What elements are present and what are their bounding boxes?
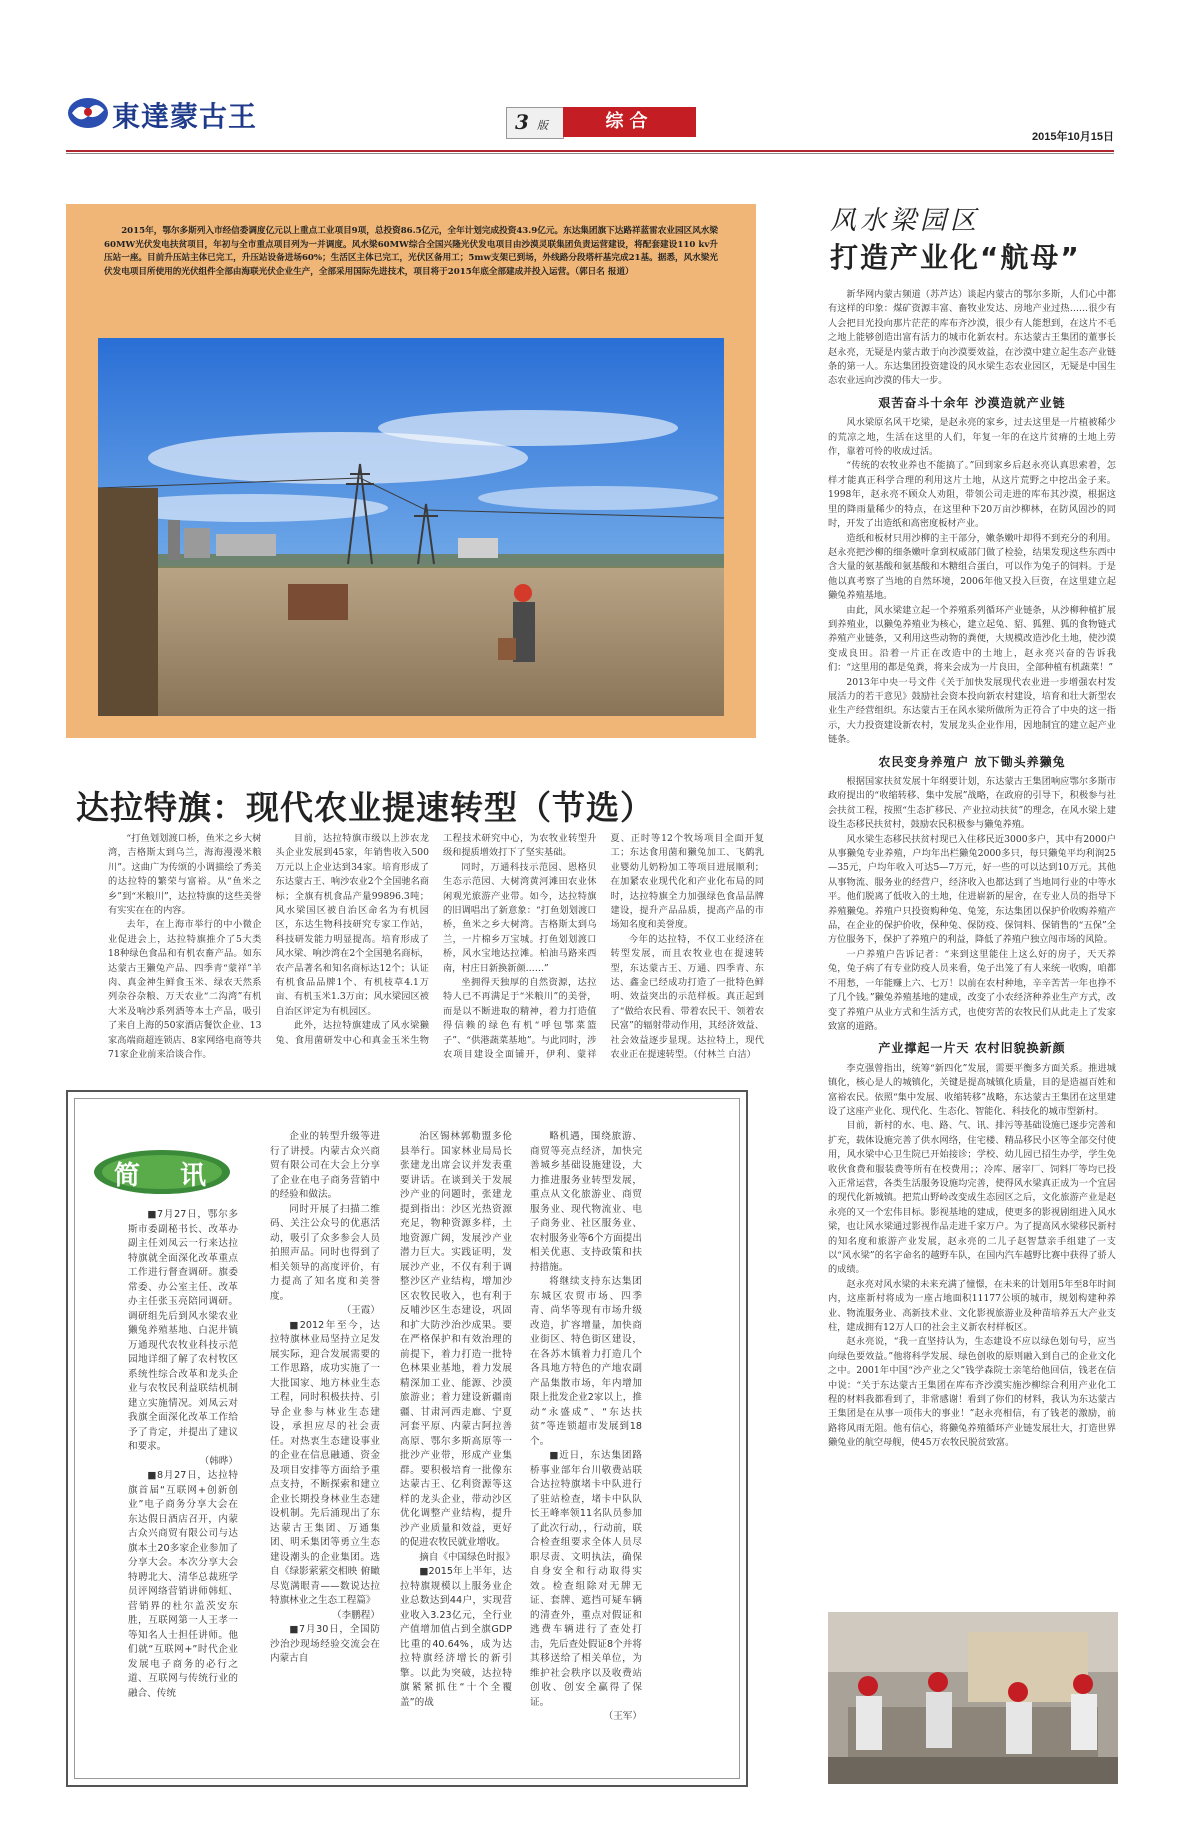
header-rule-thin: [66, 153, 1114, 154]
news-source: （韩晔）: [199, 1455, 238, 1467]
factory-photo: [828, 1612, 1118, 1784]
dala-paragraph: 去年，在上海市举行的中小微企业促进会上，达拉特旗推介了5大类18种绿色食品和有机农畜产品。如东达蒙古王獭兔产品、四季青“蒙祥”羊肉、真金神生鲜食玉米、绿农天然系列杂谷杂粮、万天农业“二沟湾”有机大米及响沙系列酒等本土产品，吸引了来自上海的50家酒店餐饮企业、13家高端商超连锁店、8家网络电商等共71家企业前来洽谈合作。: [108, 919, 262, 1061]
masthead-title: 東達蒙古王: [112, 100, 258, 133]
news-item: ■2012年至今，达拉特旗林业局坚持立足发展实际，迎合发展需要的工作思路，成功实施了一大批国家、地方林业生态工程，同时积极扶持、引导企业参与林业生态建设，承担应尽的社会责任。对热衷生态建设事业的企业在信息融通、资金及项目安排等方面给予重点支持，不断探索和建立企业长期投身林业生态建设机制。先后涌现出了东达蒙古王集团、万通集团、明禾集团等勇立生态建设潮头的企业集团。选自《绿影萦萦交相映 俯瞰尽览满眼青——数说达拉特旗林业之生态工程篇》: [270, 1319, 380, 1606]
edition-suffix: 版: [537, 119, 548, 132]
news-source: （李鹏程）: [332, 1609, 380, 1621]
right-paragraph: 由此，风水梁建立起一个养殖系列循环产业链条，从沙柳种植扩展到养殖业，以獭兔养殖业为核心，建立起兔、貂、狐狸、狐的食物链式养殖产业链条，又利用这些动物的粪便，大规模改造沙化土地，使沙漠变成良田。沿着一片正在改造中的土地上，赵永亮兴奋的告诉我们：“这里用的都是兔粪，将来会成为一片良田，全部种植有机蔬菜！”: [828, 604, 1116, 674]
subhead: 产业撑起一片天 农村旧貌换新颜: [878, 1041, 1066, 1056]
dala-paragraph: 坐拥得天独厚的自然资源，达拉特人已不再满足于“米粮川”的美誉，而是以不断进取的精神，着力打造值得信赖的绿色有机“呼包鄂菜篮子”、“供港蔬菜基地”。与此同时，涉农项目建设全面铺开，伊利、蒙祥夏、正时等12个牧场项目全面开复工；东达食用菌和獭兔加工、飞鹤乳业婴幼儿奶粉加工等项目进展顺利；在加紧农业现代化和产业化布局的同时，达拉特旗全力加强绿色食品品牌建设，提升产品品质，提高产品的市场知名度和美誉度。: [443, 833, 764, 1061]
issue-date: 2015年10月15日: [1032, 131, 1114, 143]
news-column: [400, 1130, 516, 1710]
right-paragraph: 赵永亮说，“我一直坚持认为，生态建设不应以绿色划句号，应当向绿色要效益。”他将科学发展、绿色创收的原则融入到自己的企业文化之中。2001年中国“沙产业之父”钱学森院士亲笔给他回信，钱老在信中说：“关于东达蒙古王集团在库布齐沙漠实施沙柳综合利用产业化工程的材料我都看到了，非常感谢！看到了你们的材料，我认为东达蒙古王集团是在从事一项伟大的事业！”赵永亮相信，有了钱老的激励，前路将风雨无阻。他有信心，将獭兔养殖循环产业链发展壮大，打造世界獭兔业的航空母舰，使45万农牧民脱贫致富。: [828, 1336, 1116, 1449]
news-item: ■8月27日，达拉特旗首届“互联网+创新创业”电子商务分享大会在东达假日酒店召开，内蒙古众兴商贸有限公司与达旗本土20多家企业参加了分享大会。本次分享大会特聘北大、清华总裁班学员评网络营销讲师韩虹、营销界的杜尔盖茨安东胜，互联网第一人王孝一等知名人士担任讲师。他们就“互联网+”时代企业发展电子商务的必行之道、互联网与传统行业的融合、传统: [128, 1470, 238, 1699]
right-paragraph: 李克强曾指出，统筹“新四化”发展，需要平衡多方面关系。推进城镇化，核心是人的城镇化，关键是提高城镇化质量，目的是造福百姓和富裕农民。依照“集中发展、收缩转移”战略，东达蒙古王集团在这里建设了这座产业化、现代化、生态化、智能化、科技化的城市型新村。: [828, 1062, 1116, 1117]
dala-headline: 达拉特旗：现代农业提速转型（节选）: [76, 788, 654, 827]
news-item: ■7月27日，鄂尔多斯市委副秘书长、改革办副主任刘凤云一行来达拉特旗就全面深化改革重点工作进行督查调研。旗委常委、办公室主任、改革办主任张玉亮陪同调研。调研组先后到风水梁农业獭兔养殖基地、白泥井镇万通现代农牧业科技示范园地详细了解了农村牧区系统性综合改革和龙头企业与农牧民利益联结机制建立实施情况。刘凤云对我旗全面深化改革工作给予了肯定，并提出了建议和要求。: [128, 1209, 238, 1452]
edition-badge: [506, 107, 564, 139]
news-item: 略机遇，围绕旅游、商贸等亮点经济，加快完善城乡基础设施建设，大力推进服务业转型发展，重点从文化旅游业、商贸服务业、现代物流业、电子商务业、社区服务业、农村服务业等6个方面提出相关优惠、支持政策和扶持措施。: [530, 1131, 642, 1273]
right-paragraph: 目前，新村的水、电、路、气、讯、排污等基础设施已逐步完善和扩充，载体设施完善了供水网络，住宅楼、精品移民小区等全部交付使用，风水梁中心卫生院已开始接诊；学校、幼儿园已招生办学，学生免收伙食费和服装费等所有在校费用；；冷库、屠宰厂、饲料厂等均已投入正常运营，各类生活服务设施均完善，使得风水梁真正成为一个宜居的现代化新城镇。把荒山野岭改变成生态园区之后，文化旅游产业是赵永亮的又一个宏伟目标。影视基地的建成，使更多的影视剧组进入风水梁，也让风水梁通过影视作品走进千家万户。为了提高风水梁移民新村的知名度和旅游产业发展，赵永亮的二儿子赵智慧亲手组建了一支以“风水梁”的名字命名的越野车队，在国内汽车越野比赛中获得了骄人的成绩。: [828, 1120, 1116, 1276]
news-item: 治区锡林郭勒盟多伦县举行。国家林业局局长张建龙出席会议并发表重要讲话。在谈到关于发展沙产业的问题时，张建龙提到指出：沙区光热资源充足，物种资源多样，土地资源广阔，发展沙产业潜力巨大。实践证明，发展沙产业，不仅有利于调整沙区产业结构，增加沙区农牧民收入，也有利于反哺沙区生态建设，巩固和扩大防沙治沙成果。要在严格保护和有效治理的前提下，着力打造一批特色林果业基地，着力发展精深加工业、能源、沙漠旅游业；着力建设新疆南疆、甘肃河西走廊、宁夏河套平原、内蒙古阿拉善高原、鄂尔多斯高原等一批沙产业带，形成产业集群。要积极培育一批像东达蒙古王、亿利资源等这样的龙头企业，带动沙区优化调整产业结构，提升沙产业质量和效益，更好的促进农牧民就业增收。: [400, 1131, 512, 1548]
news-source: （王军）: [603, 1711, 642, 1722]
news-column: [128, 1208, 238, 1701]
news-title-char: 讯: [180, 1161, 207, 1191]
dala-paragraph: “打鱼划划渡口桥，鱼米之乡大树湾，吉格斯太到乌兰，海海漫漫米粮川”。这曲广为传颂的小调描绘了秀美的达拉特的繁荣与富裕。从“鱼米之乡”到“米粮川”，达拉特旗的这些美誉有实实在在的内容。: [108, 833, 262, 917]
masthead-logo: [66, 96, 110, 130]
feature-caption: 2015年，鄂尔多斯列入市经信委调度亿元以上重点工业项目9项，总投资86.5亿元，全年计划完成投资43.9亿元。东达集团旗下达路祥蓝雷农业园区风水梁60MW光伏发电扶贫项目，年初与全市重点项目列为一并调度。风水梁60MW综合全国兴隆光伏发电项目由沙漠灵联集团负责运营建设，将配套建设110 kv升压站一座。目前升压站主体已完工，升压站设备进场60%；生活区主体已完工，光伏区备用工；5mw支架已到场，外线路分段塔杆基完成21基。据悉，风水梁光伏发电项目所使用的光伏组件全部由海联光伏企业生产，全部采用国际先进技术，项目将于2015年底全部建成并投入运营。（郭日名 报道）: [104, 226, 718, 277]
right-headline: 打造产业化“航母”: [830, 241, 1081, 274]
dala-paragraph: 此外，达拉特旗建成了风水梁獭兔、食用菌研发中心和真金玉米生物工程技术研究中心，为农牧业转型升级和提质增效打下了坚实基础。: [275, 833, 597, 1046]
news-item: ■7月30日，全国防沙治沙现场经验交流会在内蒙古自: [270, 1624, 380, 1664]
right-paragraph: 赵永亮对风水梁的未来充满了憧憬，在未来的计划用5年至8年时间内，这座新村将成为一座占地面积11177公顷的城市，规划构建种养业、物流服务业、高新技术业、文化影视旅游业及种苗培养五大产业支柱，建成拥有12万人口的社会主义新农村样板区。: [828, 1278, 1116, 1334]
section-tag: 综合: [563, 107, 696, 137]
right-paragraph: 一户养殖户告诉记者：“来到这里能住上这么好的房子，天天养兔，兔子病了有专业防疫人员来看，兔子出笼了有人来统一收购，咱都不用愁，一年能赚上六、七万！以前在农村种地，辛辛苦苦一年也挣不了几个钱。”獭兔养殖基地的建成，改变了小农经济种养业生产方式，改变了养殖户从业方式和生活方式，也使穷苦的农牧民们从此走上了发家致富的道路。: [828, 948, 1116, 1032]
right-paragraph: 风水梁原名风干圪梁，是赵永亮的家乡，过去这里是一片植被稀少的荒凉之地，生活在这里的人们，年复一年的在这片贫瘠的土地上劳作，靠着可怜的收成过活。: [828, 417, 1116, 458]
feature-photo: [98, 338, 724, 716]
header-rule: [66, 150, 1114, 152]
edition-number: 3: [515, 110, 529, 134]
news-item: 企业的转型升级等进行了讲授。内蒙古众兴商贸有限公司在大会上分享了企业在电子商务营销中的经验和做法。: [270, 1131, 380, 1200]
right-lead: 新华网内蒙古频道（苏芦达）谈起内蒙古的鄂尔多斯，人们心中都有这样的印象：煤矿资源丰富、畜牧业发达、房地产业过热……很少有人会把目光投向那片茫茫的库布齐沙漠，很少有人能想到，在这片不毛之地上能够创造出富有活力的城市化新农村。东达蒙古王集团的董事长赵永亮，无疑是内蒙古敢于向沙漠要效益，在沙漠中建立起生态产业链条的第一人。东达集团投资建设的风水梁生态农业园区，无疑是中国生态农业远向沙漠的伟大一步。: [828, 289, 1116, 387]
right-paragraph: 根据国家扶贫发展十年纲要计划，东达蒙古王集团响应鄂尔多斯市政府提出的“收缩转移、集中发展”战略，在政府的引导下，积极参与社会扶贫工程，按照“生态扩移民、产业拉动扶贫”的理念，在风水梁上建设生态移民扶贫村，鼓励农民积极参与獭兔养殖。: [828, 776, 1116, 831]
dala-article: [108, 832, 764, 1063]
news-item: 同时开展了扫描二维码、关注公众号的优惠活动，吸引了众多参会人员拍照声品。同时也得到了相关领导的高度评价，有力提高了知名度和美誉度。: [270, 1203, 380, 1302]
dala-paragraph: 同时，万通科技示范园、恩格贝生态示范园、大树湾黄河滩田农业休闲观光旅游产业带。如今，达拉特旗的旧调唱出了新意象：“打鱼划划渡口桥，鱼米之乡大树湾。吉格斯太到乌兰，一片棉乡万宝城。打鱼划划渡口桥，风水宝地达拉滩。柏油马路来西南，村庄日新换新颜……”: [443, 861, 597, 974]
news-item: 将继续支持东达集团东城区农贸市场、四季青、尚华等现有市场升级改造，扩容增量，加快商业街区、特色街区建设，在各苏木镇着力打造几个各具地方特色的产地农副产品集散市场，年内增加限上批发企业2家以上，推动“永盛成”、“东达扶贫”等连锁超市发展到18个。: [530, 1276, 642, 1447]
right-article: [828, 288, 1116, 1451]
right-kicker: 风水梁园区: [830, 206, 981, 236]
news-source: 摘自《中国绿色时报》: [419, 1551, 516, 1563]
news-columns: [128, 1130, 734, 1778]
news-source: （王霞）: [341, 1305, 380, 1316]
right-paragraph: 2013年中央一号文件《关于加快发展现代农业进一步增强农村发展活力的若干意见》鼓励社会资本投向新农村建设，培育和壮大新型农业生产经营组织。东达蒙古王在风水梁所做所为正符合了中央的这一指示，大力投资建设新农村，发展龙头企业作用，因地制宜的建立起产业链条。: [828, 676, 1116, 746]
right-paragraph: “传统的农牧业养也不能搞了。”回到家乡后赵永亮认真思索着，怎样才能真正科学合理的利用这片土地，从这片荒野之中挖出金子来。1998年，赵永亮不顾众人劝阻，带领公司走进的库布其沙漠，根据这里的降雨量稀少的特点，在这里种下20万亩沙柳林，在防风固沙的同时，开发了出造纸和高密度板材产业。: [828, 460, 1116, 530]
dala-paragraph: 目前，达拉特旗市级以上涉农龙头企业发展到45家，年销售收入500万元以上企业达到34家。培育形成了东达蒙古王、响沙农业2个全国驰名商标；全旗有机食品产量99896.3吨；风水梁国区被自治区命名为有机园区，东达生物科技研究专家工作站，科技研发能力明显提高。培育形成了风水梁、响沙湾在2个全国驰名商标，农产品著名和知名商标达12个；认证有机食品品牌1个、有机枝草4.1万亩、有机玉米1.3万亩；风水梁园区被自治区评定为有机园区。: [275, 833, 429, 1017]
news-item: ■2015年上半年，达拉特旗规模以上服务业企业总数达到44户，实现营业收入3.23亿元，全行业产值增加值占到全旗GDP比重的40.64%，成为达拉特旗经济增长的新引擎。以此为突破，达拉特旗紧紧抓住“十个全覆盖”的战: [400, 1566, 512, 1708]
news-item: ■近日，东达集团路桥事业部年台川敬费站联合达拉特旗堵卡中队进行了驻站检查，堵卡中队队长王峰率领11名队员参加了此次行动，，行动前，联合检查组要求全体人员尽职尽责、文明执法，确保自身安全和行动取得实效。检查组除对无牌无证、套牌、遮挡可疑车辆的清查外，重点对假证和逃费车辆进行了查处打击，先后查处假证8个并将其移送给了相关单位，为维护社会秩序以及收费站创收、创安全赢得了保证。: [530, 1450, 642, 1708]
dala-paragraph: 今年的达拉特，不仅工业经济在转型发展，而且农牧业也在提速转型，东达蒙古王、万通、四季青、东达、鑫金已经成功打造了一批特色鲜明、效益突出的示范样板。真正起到了“做给农民看、带着农民干、领着农民富”的辐射带动作用，其经济效益、社会效益逐步显现。达拉特上，现代农业正在提速转型。（付林兰 白洁）: [610, 933, 764, 1061]
right-paragraph: 造纸和板材只用沙柳的主干部分，嫩条嫩叶却得不到充分的利用。赵永亮把沙柳的细条嫩叶拿到权威部门做了检验，结果发现这些东西中含大量的氨基酸和氨基酸和木糖组合蛋白，可以作为兔子的饲料。于是他以真考察了当地的自然环境，2006年他又投入巨资，在这里建立起獭兔养殖基地。: [828, 532, 1116, 602]
news-title-char: 简: [114, 1161, 141, 1191]
subhead: 艰苦奋斗十余年 沙漠造就产业链: [878, 395, 1066, 410]
news-column: [270, 1130, 380, 1667]
right-paragraph: 风水梁生态移民扶贫村现已入住移民近3000多户，其中有2000户从事獭兔专业养殖，户均年出栏獭兔2000多只，每只獭兔平均利润25—35元，户均年收入可达5—7万元，好一些的可以达到10万元。其他从事物流、服务业的经营户，经济收入也都达到了当地同行业的中等水平。他们脱离了低收入的土地，住进崭新的屋舍，在专业人员的指导下养殖獭兔。养殖户只投资购种兔、兔笼，东达集团以保护价收购养殖产品，在企业的保护价收，保种兔、保防疫、保饲料、保销售的“五保”全方位服务下，保护了养殖户的利益，降低了养殖户独立闯市场的风险。: [828, 833, 1116, 946]
subhead: 农民变身养殖户 放下锄头养獭兔: [878, 754, 1066, 769]
news-column: [530, 1130, 642, 1725]
